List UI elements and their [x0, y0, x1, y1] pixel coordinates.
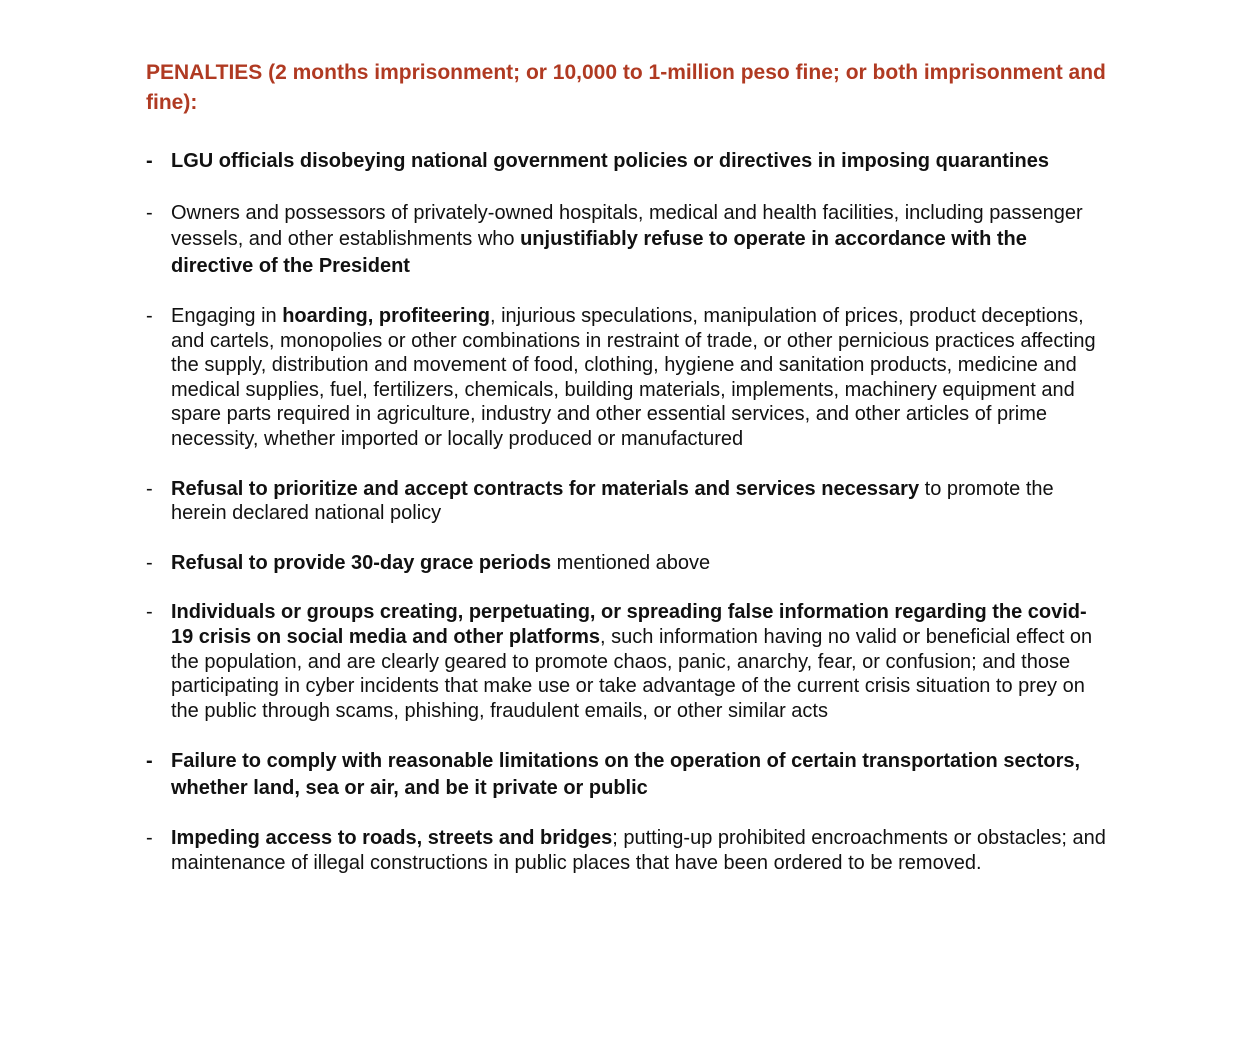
bullet-dash: - — [146, 601, 153, 624]
bullet-dash: - — [146, 150, 153, 172]
document-page — [146, 58, 1106, 901]
item-bold-text: Individuals or groups creating, perpetuating, or spreading false information regarding the covid-19 crisis on social media and other platforms — [171, 601, 1087, 648]
list-item — [146, 148, 1106, 175]
bullet-dash: - — [146, 201, 153, 224]
bullet-dash: - — [146, 750, 153, 773]
item-bold-text: Failure to comply with reasonable limitations on the operation of certain transportation sectors, whether land, sea or air, and be it private or public — [171, 750, 1081, 799]
item-text: to promote the herein declared national policy — [171, 477, 1054, 525]
bullet-dash: - — [146, 551, 153, 574]
list-item — [146, 477, 1106, 526]
item-bold-text: Refusal to prioritize and accept contracts for materials and services necessary — [171, 477, 920, 500]
list-item — [146, 826, 1106, 875]
bullet-dash: - — [146, 477, 153, 500]
item-bold-text: LGU officials disobeying national government policies or directives in imposing quarantines — [171, 150, 1049, 172]
offense-list — [146, 148, 1106, 876]
item-text: ; putting-up prohibited encroachments or obstacles; and maintenance of illegal constructions in public places that have been ordered to be removed. — [171, 827, 1106, 874]
item-bold-text: Impeding access to roads, streets and bridges — [171, 827, 613, 850]
item-text: , injurious speculations, manipulation of prices, product deceptions, and cartels, monopolies or other combinations in restraint of trade, or other pernicious practices affecting the supply, distribution and movement of food, clothing, hygiene and sanitation products, medicine and medical supplies, fuel, fertilizers, chemicals, building materials, implements, machinery equipment and spare parts required in agriculture, industry and other essential services, and other articles of prime necessity, whether imported or locally produced or manufactured — [171, 305, 1096, 450]
list-item — [146, 600, 1106, 723]
list-item — [146, 551, 1106, 576]
bullet-dash: - — [146, 827, 153, 850]
item-text: Engaging in — [171, 305, 283, 327]
item-text: , such information having no valid or beneficial effect on the population, and are clearly geared to promote chaos, panic, anarchy, fear, or confusion; and those participating in cyber incidents that make use or take advantage of the current crisis situation to prey on the public through scams, phishing, fraudulent emails, or other similar acts — [171, 625, 1093, 722]
item-bold-text: hoarding, profiteering — [282, 305, 490, 327]
item-text: mentioned above — [551, 551, 711, 574]
bullet-dash: - — [146, 305, 153, 327]
item-bold-text: Refusal to provide 30-day grace periods — [171, 551, 552, 574]
list-item — [146, 200, 1106, 280]
penalties-heading: PENALTIES (2 months imprisonment; or 10,000 to 1-million peso fine; or both imprisonment and fine): — [146, 61, 1106, 114]
item-text: Owners and possessors of privately-owned hospitals, medical and health facilities, including passenger vessels, and other establishments who — [171, 201, 1083, 250]
list-item — [146, 748, 1106, 801]
list-item — [146, 304, 1106, 452]
item-bold-text: unjustifiably refuse to operate in accordance with the directive of the President — [171, 228, 1027, 277]
